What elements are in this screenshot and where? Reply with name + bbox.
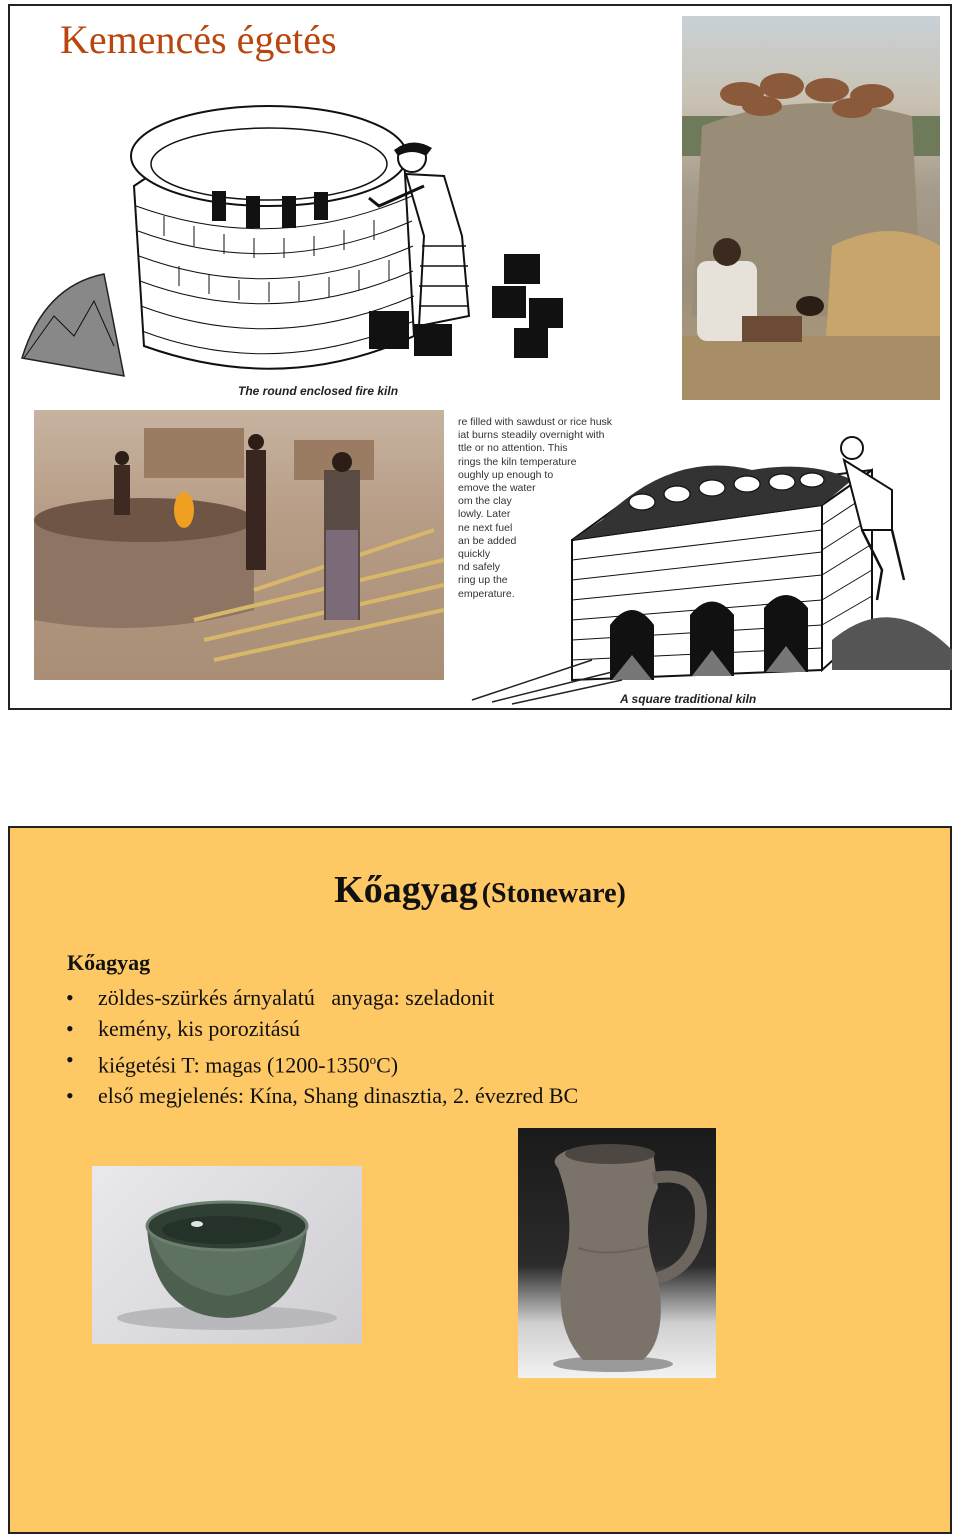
slide-kemences-egetes [8, 4, 952, 710]
note-line: ring up the [458, 574, 508, 587]
round-kiln-caption: The round enclosed fire kiln [238, 384, 399, 398]
note-line: rings the kiln temperature [458, 455, 577, 468]
bullet-text: kiégetési T: magas (1200-1350 [98, 1052, 370, 1078]
note-line: an be added [458, 534, 517, 547]
square-kiln-caption: A square traditional kiln [620, 692, 757, 706]
note-line: emove the water [458, 482, 536, 495]
note-line: ne next fuel [458, 521, 513, 534]
note-line: lowly. Later [458, 508, 511, 521]
stoneware-jug-photo [518, 1128, 716, 1378]
round-kiln-drawing [14, 86, 574, 404]
bullet-item: • zöldes-szürkés árnyalatú anyaga: szeladonit [66, 982, 578, 1013]
degree-sup: o [369, 1052, 377, 1067]
note-line: emperature. [458, 587, 515, 600]
celadon-bowl-photo [92, 1166, 362, 1344]
mud-kiln-photo [682, 16, 940, 400]
square-kiln-drawing [452, 410, 952, 706]
bullet-list [66, 982, 578, 1111]
note-line: quickly [458, 548, 491, 561]
title-sub: (Stoneware) [481, 878, 626, 909]
note-line: om the clay [458, 495, 512, 508]
note-line: re filled with sawdust or rice husk [458, 416, 613, 428]
bullet-item: • első megjelenés: Kína, Shang dinasztia, 2. évezred BC [66, 1080, 578, 1111]
subheading: Kőagyag [67, 950, 151, 975]
bullet-text: C) [376, 1052, 399, 1078]
bullet-item [66, 1044, 578, 1080]
slide-koagyag [8, 826, 952, 1534]
village-firing-photo [34, 410, 444, 680]
bullet-item: • kemény, kis porozitású [66, 1013, 578, 1044]
note-line: oughly up enough to [458, 468, 554, 481]
title-main: Kőagyag [334, 869, 478, 911]
note-line: ttle or no attention. This [458, 442, 568, 455]
slide-title: Kemencés égetés [60, 17, 337, 62]
slide-title [10, 868, 950, 912]
note-line: nd safely [458, 561, 501, 574]
note-line: iat burns steadily overnight with [458, 429, 605, 442]
